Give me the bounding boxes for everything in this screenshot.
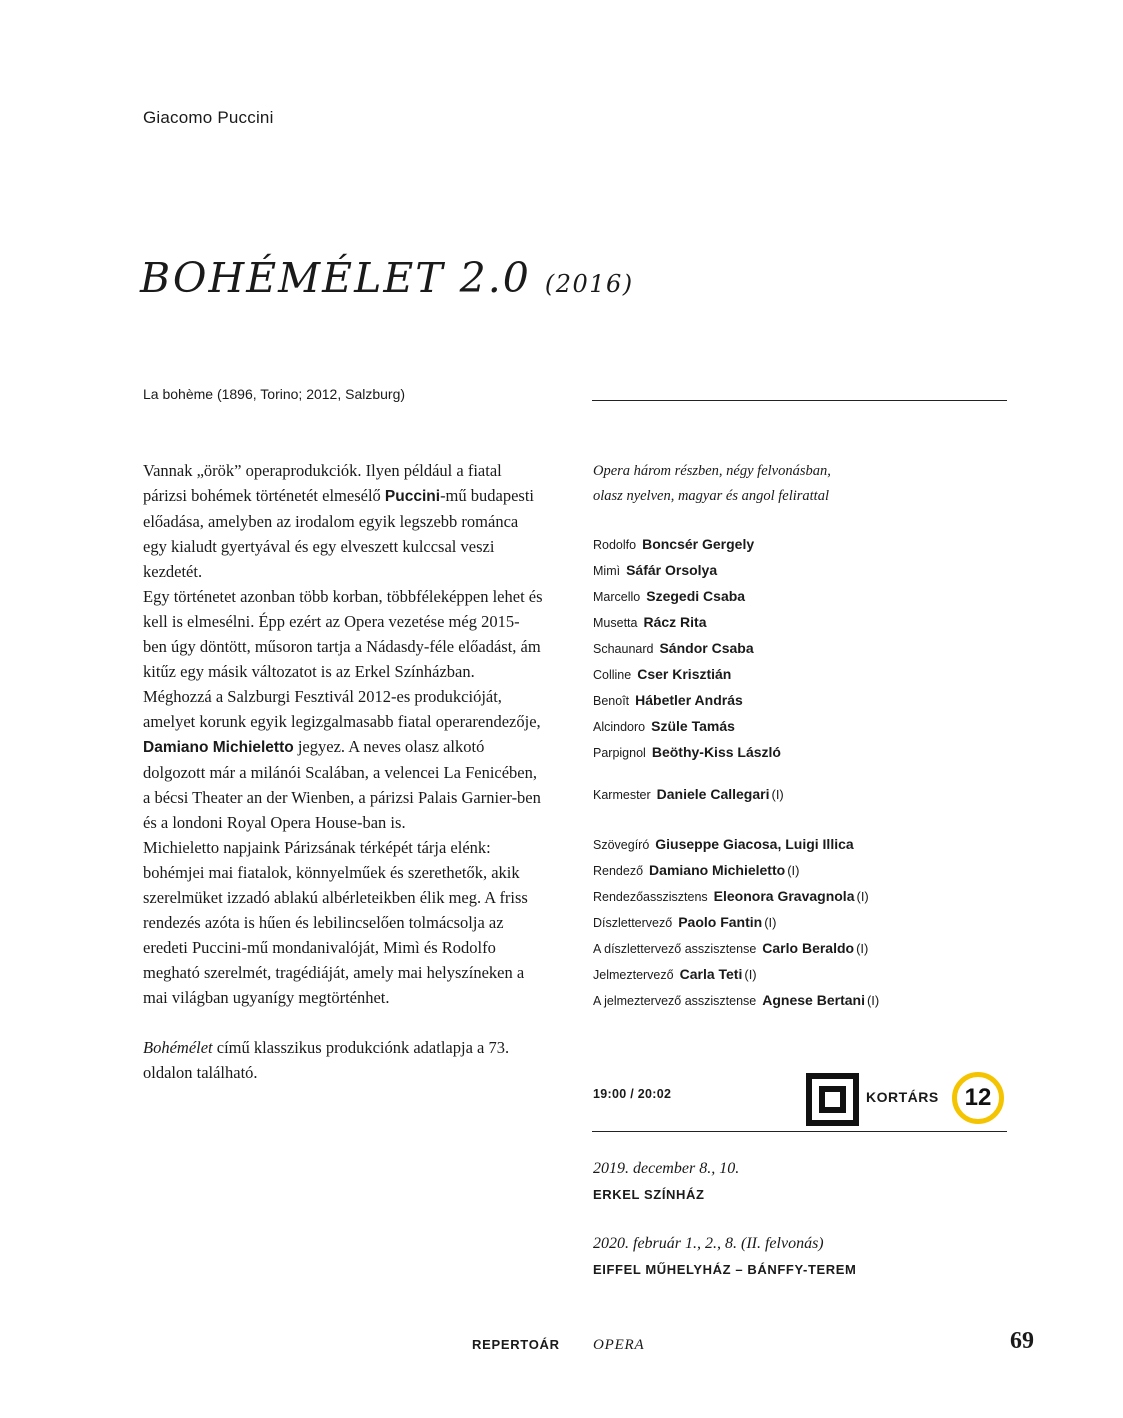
article-body [143,458,543,1085]
crew-row: Rendezőasszisztens Eleonora Gravagnola (I) [593,888,869,904]
divider-performances [592,1131,1007,1132]
paragraph-4: Bohémélet című klasszikus produkciónk adatlapja a 73. oldalon található. [143,1038,510,1082]
page-title [140,254,634,302]
conductor-credit: Karmester Daniele Callegari (I) [593,786,784,802]
duration-time: 19:00 / 20:02 [593,1087,672,1101]
divider-top [592,400,1007,401]
cast-row: Mimì Sáfár Orsolya [593,562,718,578]
title-year: (2016) [544,270,634,298]
crew-row: A jelmeztervező asszisztense Agnese Bertani (I) [593,992,880,1008]
crew-list [593,832,1013,1014]
cast-row: Colline Cser Krisztián [593,666,732,682]
kortars-logo-icon [806,1073,859,1126]
cast-row: Alcindoro Szüle Tamás [593,718,735,734]
title-main: BOHÉMÉLET 2.0 [140,254,531,302]
footer-category: OPERA [593,1337,645,1353]
performance-date: 2019. december 8., 10. [593,1160,740,1177]
cast-row: Musetta Rácz Rita [593,614,707,630]
cast-row: Schaunard Sándor Csaba [593,640,754,656]
crew-row: Díszlettervező Paolo Fantin (I) [593,914,777,930]
cast-row: Marcello Szegedi Csaba [593,588,746,604]
crew-row: Rendező Damiano Michieletto (I) [593,862,800,878]
paragraph-3: Michieletto napjaink Párizsának térképét tárja elénk: bohémjei mai fiatalok, könnyelműek és szerethetők, akik szerelmüket izzadó ablakú albérleteikben élik meg. A friss rendezés azóta is hűen és lebilincselően tolmácsolja az eredeti Puccini-mű mondanivalóját, Mimì és Rodolfo megható szerelmét, tragédiáját, amely mai helyszíneken a mai világban ugyanígy megtörténhet. [143,838,528,1007]
paragraph-2: Egy történetet azonban több korban, többféleképpen lehet és kell is elmesélni. Épp ezért az Opera vezetése még 2015-ben úgy döntött, műsoron tartja a Nádasdy-féle előadást, ám kitűz egy másik változatot is az Erkel Színházban. Méghozzá a Salzburgi Fesztivál 2012-es produkcióját, amelyet korunk egyik legizgalmasabb fiatal operarendezője, Damiano Michieletto jegyez. A neves olasz alkotó dolgozott már a milánói Scalában, a velencei La Fenicében, a bécsi Theater an der Wienben, a párizsi Palais Garnier-ben és a londoni Royal Opera House-ban is. [143,587,543,832]
performance-venue: ERKEL SZÍNHÁZ [593,1187,705,1202]
original-work-info: La bohème (1896, Torino; 2012, Salzburg) [143,386,406,402]
crew-row: Szövegíró Giuseppe Giacosa, Luigi Illica [593,836,854,852]
crew-row: A díszlettervező asszisztense Carlo Beraldo (I) [593,940,869,956]
composer-name: Giacomo Puccini [143,108,274,127]
crew-row: Jelmeztervező Carla Teti (I) [593,966,757,982]
performance-venue: EIFFEL MŰHELYHÁZ – BÁNFFY-TEREM [593,1262,857,1277]
footer-section: REPERTOÁR [472,1337,560,1352]
category-label: KORTÁRS [866,1089,939,1105]
cast-row: Parpignol Beöthy-Kiss László [593,744,781,760]
director-highlight: Damiano Michieletto [143,739,294,756]
page-number: 69 [1010,1328,1034,1354]
cast-list [593,532,1013,766]
cast-row: Rodolfo Boncsér Gergely [593,536,755,552]
cast-row: Benoît Hábetler András [593,692,743,708]
paragraph-1: Vannak „örök” operaprodukciók. Ilyen például a fiatal párizsi bohémek történetét elmesélő Puccini-mű budapesti előadása, amelyben az irodalom egyik legszebb románca egy kialudt gyertyával és egy elveszett kulccsal veszi kezdetét. [143,461,535,581]
age-rating-badge: 12 [952,1072,1004,1124]
performance-date: 2020. február 1., 2., 8. (II. felvonás) [593,1235,824,1252]
production-intro: Opera három részben, négy felvonásban, olasz nyelven, magyar és angol felirattal [593,463,831,504]
composer-highlight: Puccini [384,488,441,505]
